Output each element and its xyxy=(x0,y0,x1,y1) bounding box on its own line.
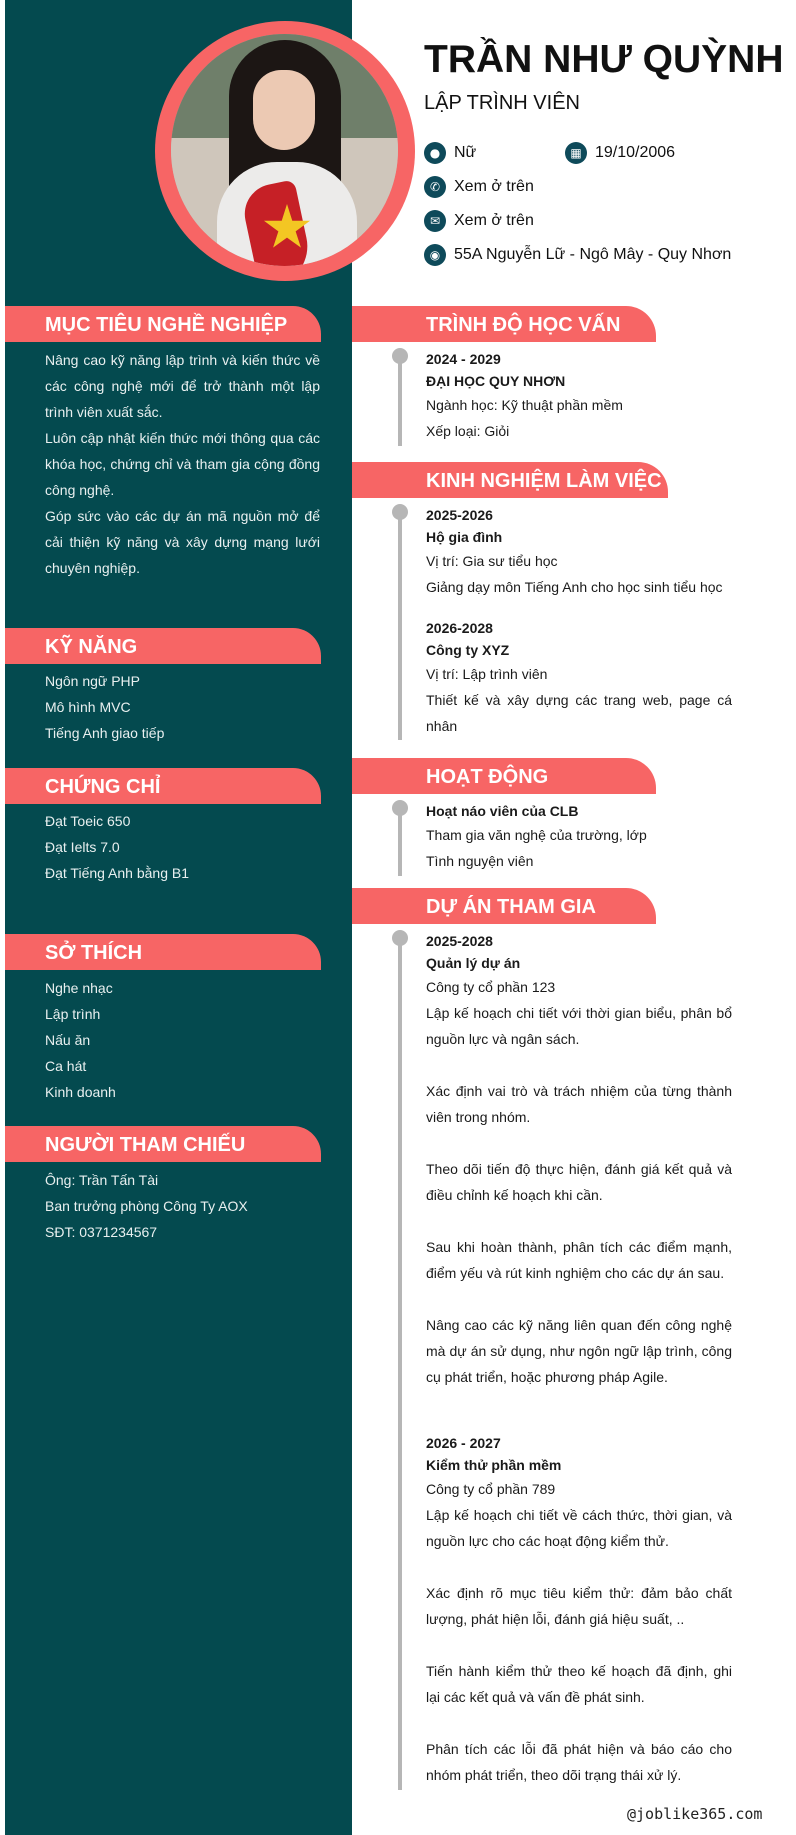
email-value: Xem ở trên xyxy=(454,212,534,229)
project-entry xyxy=(426,1432,732,1788)
project-period: 2026 - 2027 xyxy=(426,1435,501,1451)
experience-entry xyxy=(426,617,732,739)
dob-row xyxy=(565,142,675,164)
list-item: Mô hình MVC xyxy=(45,699,131,715)
job-desc: Giảng dạy môn Tiếng Anh cho học sinh tiểu học xyxy=(426,579,723,595)
activities-entry xyxy=(426,800,732,874)
calendar-icon: ▦ xyxy=(565,142,587,164)
timeline-line xyxy=(398,512,402,740)
timeline-dot xyxy=(392,348,408,364)
objective-heading: MỤC TIÊU NGHỀ NGHIỆP xyxy=(5,306,321,342)
project-period: 2025-2028 xyxy=(426,933,493,949)
project-paragraph: Theo dõi tiến độ thực hiện, đánh giá kết quả và điều chỉnh kế hoạch khi cần. xyxy=(426,1161,732,1203)
project-company: Công ty cổ phần 789 xyxy=(426,1481,556,1497)
job-desc: Thiết kế và xây dựng các trang web, page cá nhân xyxy=(426,692,732,734)
list-item: Ông: Trần Tấn Tài xyxy=(45,1172,159,1188)
location-pin-icon: ◉ xyxy=(424,244,446,266)
phone-icon: ✆ xyxy=(424,176,446,198)
skills-heading: KỸ NĂNG xyxy=(5,628,321,664)
timeline-line xyxy=(398,356,402,446)
objective-paragraph: Nâng cao kỹ năng lập trình và kiến thức về các công nghệ mới để trở thành một lập trình viên xuất sắc. xyxy=(45,352,320,420)
skills-list xyxy=(45,668,320,746)
timeline-line xyxy=(398,808,402,876)
project-entry xyxy=(426,930,732,1390)
education-grade: Xếp loại: Giỏi xyxy=(426,423,510,439)
list-item: Nấu ăn xyxy=(45,1032,91,1048)
job-org: Hộ gia đình xyxy=(426,529,503,545)
list-item: Đạt Tiếng Anh bằng B1 xyxy=(45,865,189,881)
hobbies-heading: SỞ THÍCH xyxy=(5,934,321,970)
list-item: Nghe nhạc xyxy=(45,980,113,996)
list-item: Ngôn ngữ PHP xyxy=(45,673,140,689)
project-paragraph: Lập kế hoạch chi tiết với thời gian biểu, phân bổ nguồn lực và ngân sách. xyxy=(426,1005,732,1047)
references-list xyxy=(45,1167,320,1245)
phone-row xyxy=(424,176,534,198)
education-entry xyxy=(426,348,732,444)
activities-heading: HOẠT ĐỘNG xyxy=(352,758,656,794)
address-row xyxy=(424,244,731,266)
email-row xyxy=(424,210,534,232)
list-item: Lập trình xyxy=(45,1006,101,1022)
hobbies-list xyxy=(45,975,320,1105)
project-company: Công ty cổ phần 123 xyxy=(426,979,556,995)
project-name: Quản lý dự án xyxy=(426,955,521,971)
experience-entry xyxy=(426,504,732,600)
list-item: Đạt Ielts 7.0 xyxy=(45,839,120,855)
project-paragraph: Xác định vai trò và trách nhiệm của từng thành viên trong nhóm. xyxy=(426,1083,732,1125)
list-item: Tiếng Anh giao tiếp xyxy=(45,725,165,741)
projects-heading: DỰ ÁN THAM GIA xyxy=(352,888,656,924)
list-item: Ca hát xyxy=(45,1058,87,1074)
activity-line: Tham gia văn nghệ của trường, lớp xyxy=(426,827,647,843)
footer-watermark: @joblike365.com xyxy=(627,1805,763,1823)
certificates-heading: CHỨNG CHỈ xyxy=(5,768,321,804)
timeline-dot xyxy=(392,800,408,816)
list-item: Kinh doanh xyxy=(45,1084,116,1100)
experience-heading: KINH NGHIỆM LÀM VIỆC xyxy=(352,462,668,498)
gender-value: Nữ xyxy=(454,144,477,161)
dob-value: 19/10/2006 xyxy=(595,144,676,161)
list-item: Đạt Toeic 650 xyxy=(45,813,131,829)
references-heading: NGƯỜI THAM CHIẾU xyxy=(5,1126,321,1162)
certificates-list xyxy=(45,808,320,886)
activity-org: Hoạt náo viên của CLB xyxy=(426,803,579,819)
project-paragraph: Lập kế hoạch chi tiết về cách thức, thời gian, và nguồn lực cho các hoạt động kiểm thử. xyxy=(426,1507,732,1549)
job-period: 2026-2028 xyxy=(426,620,493,636)
timeline-dot xyxy=(392,504,408,520)
list-item: SĐT: 0371234567 xyxy=(45,1224,158,1240)
address-value: 55A Nguyễn Lữ - Ngô Mây - Quy Nhơn xyxy=(454,246,732,263)
timeline-dot xyxy=(392,930,408,946)
objective-paragraph: Góp sức vào các dự án mã nguồn mở để cải thiện kỹ năng và xây dựng mạng lưới chuyên nghiệp. xyxy=(45,508,320,576)
education-school: ĐẠI HỌC QUY NHƠN xyxy=(426,373,566,389)
education-major: Ngành học: Kỹ thuật phần mềm xyxy=(426,397,623,413)
project-paragraph: Sau khi hoàn thành, phân tích các điểm mạnh, điểm yếu và rút kinh nghiệm cho các dự án sau. xyxy=(426,1239,732,1281)
project-paragraph: Tiến hành kiểm thử theo kế hoạch đã định, ghi lại các kết quả và vấn đề phát sinh. xyxy=(426,1663,732,1705)
activity-line: Tình nguyện viên xyxy=(426,853,534,869)
project-paragraph: Phân tích các lỗi đã phát hiện và báo cáo cho nhóm phát triển, theo dõi trạng thái xử lý. xyxy=(426,1741,732,1783)
phone-value: Xem ở trên xyxy=(454,178,534,195)
user-icon: ● xyxy=(424,142,446,164)
objective-text xyxy=(45,347,320,581)
project-paragraph: Xác định rõ mục tiêu kiểm thử: đảm bảo chất lượng, phát hiện lỗi, đánh giá hiệu suất, .. xyxy=(426,1585,732,1627)
timeline-line xyxy=(398,938,402,1790)
job-position: Vị trí: Gia sư tiểu học xyxy=(426,553,558,569)
candidate-name: TRẦN NHƯ QUỲNH xyxy=(424,38,784,81)
objective-paragraph: Luôn cập nhật kiến thức mới thông qua các khóa học, chứng chỉ và tham gia cộng đồng công nghệ. xyxy=(45,430,320,498)
candidate-role: LẬP TRÌNH VIÊN xyxy=(424,92,580,114)
project-paragraph: Nâng cao các kỹ năng liên quan đến công nghệ mà dự án sử dụng, như ngôn ngữ lập trình, công cụ phát triển, hoặc phương pháp Agile. xyxy=(426,1317,732,1385)
envelope-icon: ✉ xyxy=(424,210,446,232)
project-name: Kiểm thử phần mềm xyxy=(426,1457,562,1473)
job-period: 2025-2026 xyxy=(426,507,493,523)
education-heading: TRÌNH ĐỘ HỌC VẤN xyxy=(352,306,656,342)
job-org: Công ty XYZ xyxy=(426,642,510,658)
avatar xyxy=(171,34,398,266)
gender-row xyxy=(424,142,476,164)
education-period: 2024 - 2029 xyxy=(426,351,501,367)
job-position: Vị trí: Lập trình viên xyxy=(426,666,548,682)
list-item: Ban trưởng phòng Công Ty AOX xyxy=(45,1198,248,1214)
